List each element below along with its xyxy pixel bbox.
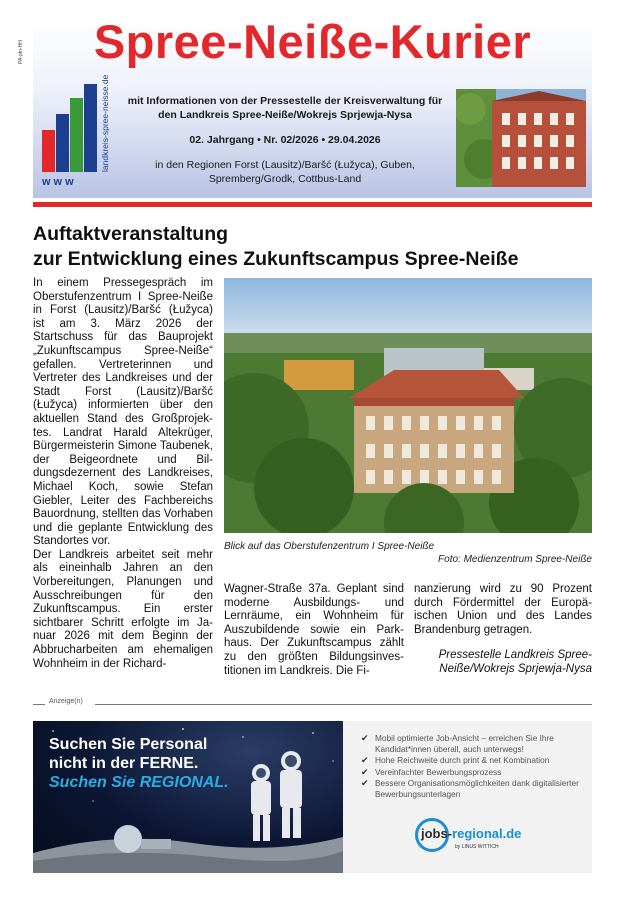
issue-line: 02. Jahrgang • Nr. 02/2026 • 29.04.2026 [189, 134, 381, 146]
ad-benefits-list [361, 733, 589, 800]
masthead-title: Spree-Neiße-Kurier [93, 15, 532, 68]
info-line-1: mit Informationen von der Pressestelle der Kreisverwaltung für [127, 95, 443, 107]
check-icon: ✔ [361, 766, 369, 777]
article-headline [33, 222, 593, 272]
headline-line-1: Auftaktveranstaltung [33, 223, 229, 245]
logo-www: www [42, 176, 77, 188]
ad-headline-1: Suchen Sie Personal [49, 736, 208, 753]
ad-benefit-item: ✔ Bessere Organisationsmöglichkeiten dank digitalisierter Bewerbungsunterlagen [361, 778, 579, 799]
ad-label-dash [33, 704, 45, 705]
side-mark: PA-ptn-HH [18, 40, 24, 64]
logo-url: landkreis-spree-neisse.de [100, 74, 110, 172]
ad-label-line [95, 704, 592, 705]
check-icon: ✔ [361, 755, 369, 765]
caption-text: Blick auf das Oberstufenzentrum I Spree-Neiße [224, 541, 435, 552]
check-icon: ✔ [361, 733, 369, 743]
article-photo [224, 278, 592, 533]
ad-benefit-item: ✔ Hohe Reichweite durch print & net Kombination [361, 755, 550, 765]
ad-benefit-item: ✔ Mobil optimierte Job-Ansicht – erreichen Sie Ihre Kandidat*innen überall, auch unterwegs! [361, 733, 554, 754]
header-photo [456, 89, 586, 187]
logo-byline: by LINUS WITTICH [455, 844, 499, 850]
signature-line-2: Neiße/Wokrejs Sprjewja-Nysa [439, 662, 592, 675]
signature-line-1: Pressestelle Landkreis Spree- [438, 649, 592, 662]
ad-label-row [33, 698, 592, 710]
article-signature [414, 649, 592, 676]
article-paragraph-1: In einem Pressegespräch im Oberstufenzentrum I Spree-Neiße in Forst (Lausitz)/Baršć (Łužyca) ist am 3. März 2026 der Startschuss für das Bauprojekt „Zukunftscampus Spree-Neiße“ gefallen. Vertreterinnen und Vertreter des Landkreises und der Stadt Forst (Lausitz)/Baršć (Łužyca) informierten über den aktuellen Stand des Großprojektes. Landrat Harald Altekrüger, Bürgermeisterin Simone Taubenek, der Beigeordnete und Bildungsdezernent des Landkreises, Michael Koch, sowie Stefan Giebler, Leiter des Fachbereichs Bauordnung, stellten das Vorhaben und die geplante Entwicklung des Standortes vor. [33, 277, 213, 548]
ad-benefit-item: ✔ Vereinfachter Bewerbungsprozess [361, 766, 502, 777]
district-logo [40, 74, 114, 188]
article-paragraph-2: Der Landkreis arbeitet seit mehr als eineinhalb Jahren an den Vorbereitungen, Planungen und Ausschreibungen für den Zukunftscampus. Ein erster sichtbarer Schritt erfolgte im Januar 2026 mit dem Beginn der Abbrucharbeiten am ehemaligen Wohnheim in der Richard- [33, 548, 213, 670]
check-icon: ✔ [361, 778, 369, 788]
jobs-regional-wordmark: jobs-regional.de [421, 826, 522, 841]
ad-headline-2: nicht in der FERNE. [49, 755, 199, 772]
ad-label: Anzeige(n) [49, 698, 83, 705]
article-column-1 [33, 277, 213, 671]
regions-line-1: in den Regionen Forst (Lausitz)/Baršć (Łužyca), Guben, [155, 159, 415, 171]
regions-line-2: Spremberg/Grodk, Cottbus-Land [208, 173, 362, 185]
article-paragraph-2-cont: Wagner-Straße 37a. Geplant sind moderne Ausbildungs- und Lernräume, ein Wohnheim für Auszubildende sowie ein Parkhaus. Der Zukunftscampus zählt zu den größten Bildungsinvestitionen im Landkreis. Die Fi- [224, 583, 404, 677]
info-line-2: den Landkreis Spree-Neiße/Wokrejs Sprjewja-Nysa [158, 109, 412, 121]
photo-caption [224, 540, 592, 566]
article-paragraph-2-end: nanzierung wird zu 90 Prozent durch Fördermittel der Europäischen Union und des Landes Brandenburg getragen. [414, 583, 592, 636]
header-rule [33, 202, 592, 207]
ad-banner-image[interactable] [33, 721, 343, 873]
jobs-regional-logo[interactable] [415, 814, 555, 864]
article-column-2 [224, 583, 404, 678]
headline-line-2: zur Entwicklung eines Zukunftscampus Spree-Neiße [33, 248, 519, 270]
ad-headline-3: Suchen Sie REGIONAL. [49, 774, 229, 791]
header-info [120, 94, 450, 186]
article-column-3 [414, 583, 592, 677]
ad-benefits-panel[interactable] [343, 721, 592, 873]
photo-credit: Foto: Medienzentrum Spree-Neiße [438, 554, 592, 565]
